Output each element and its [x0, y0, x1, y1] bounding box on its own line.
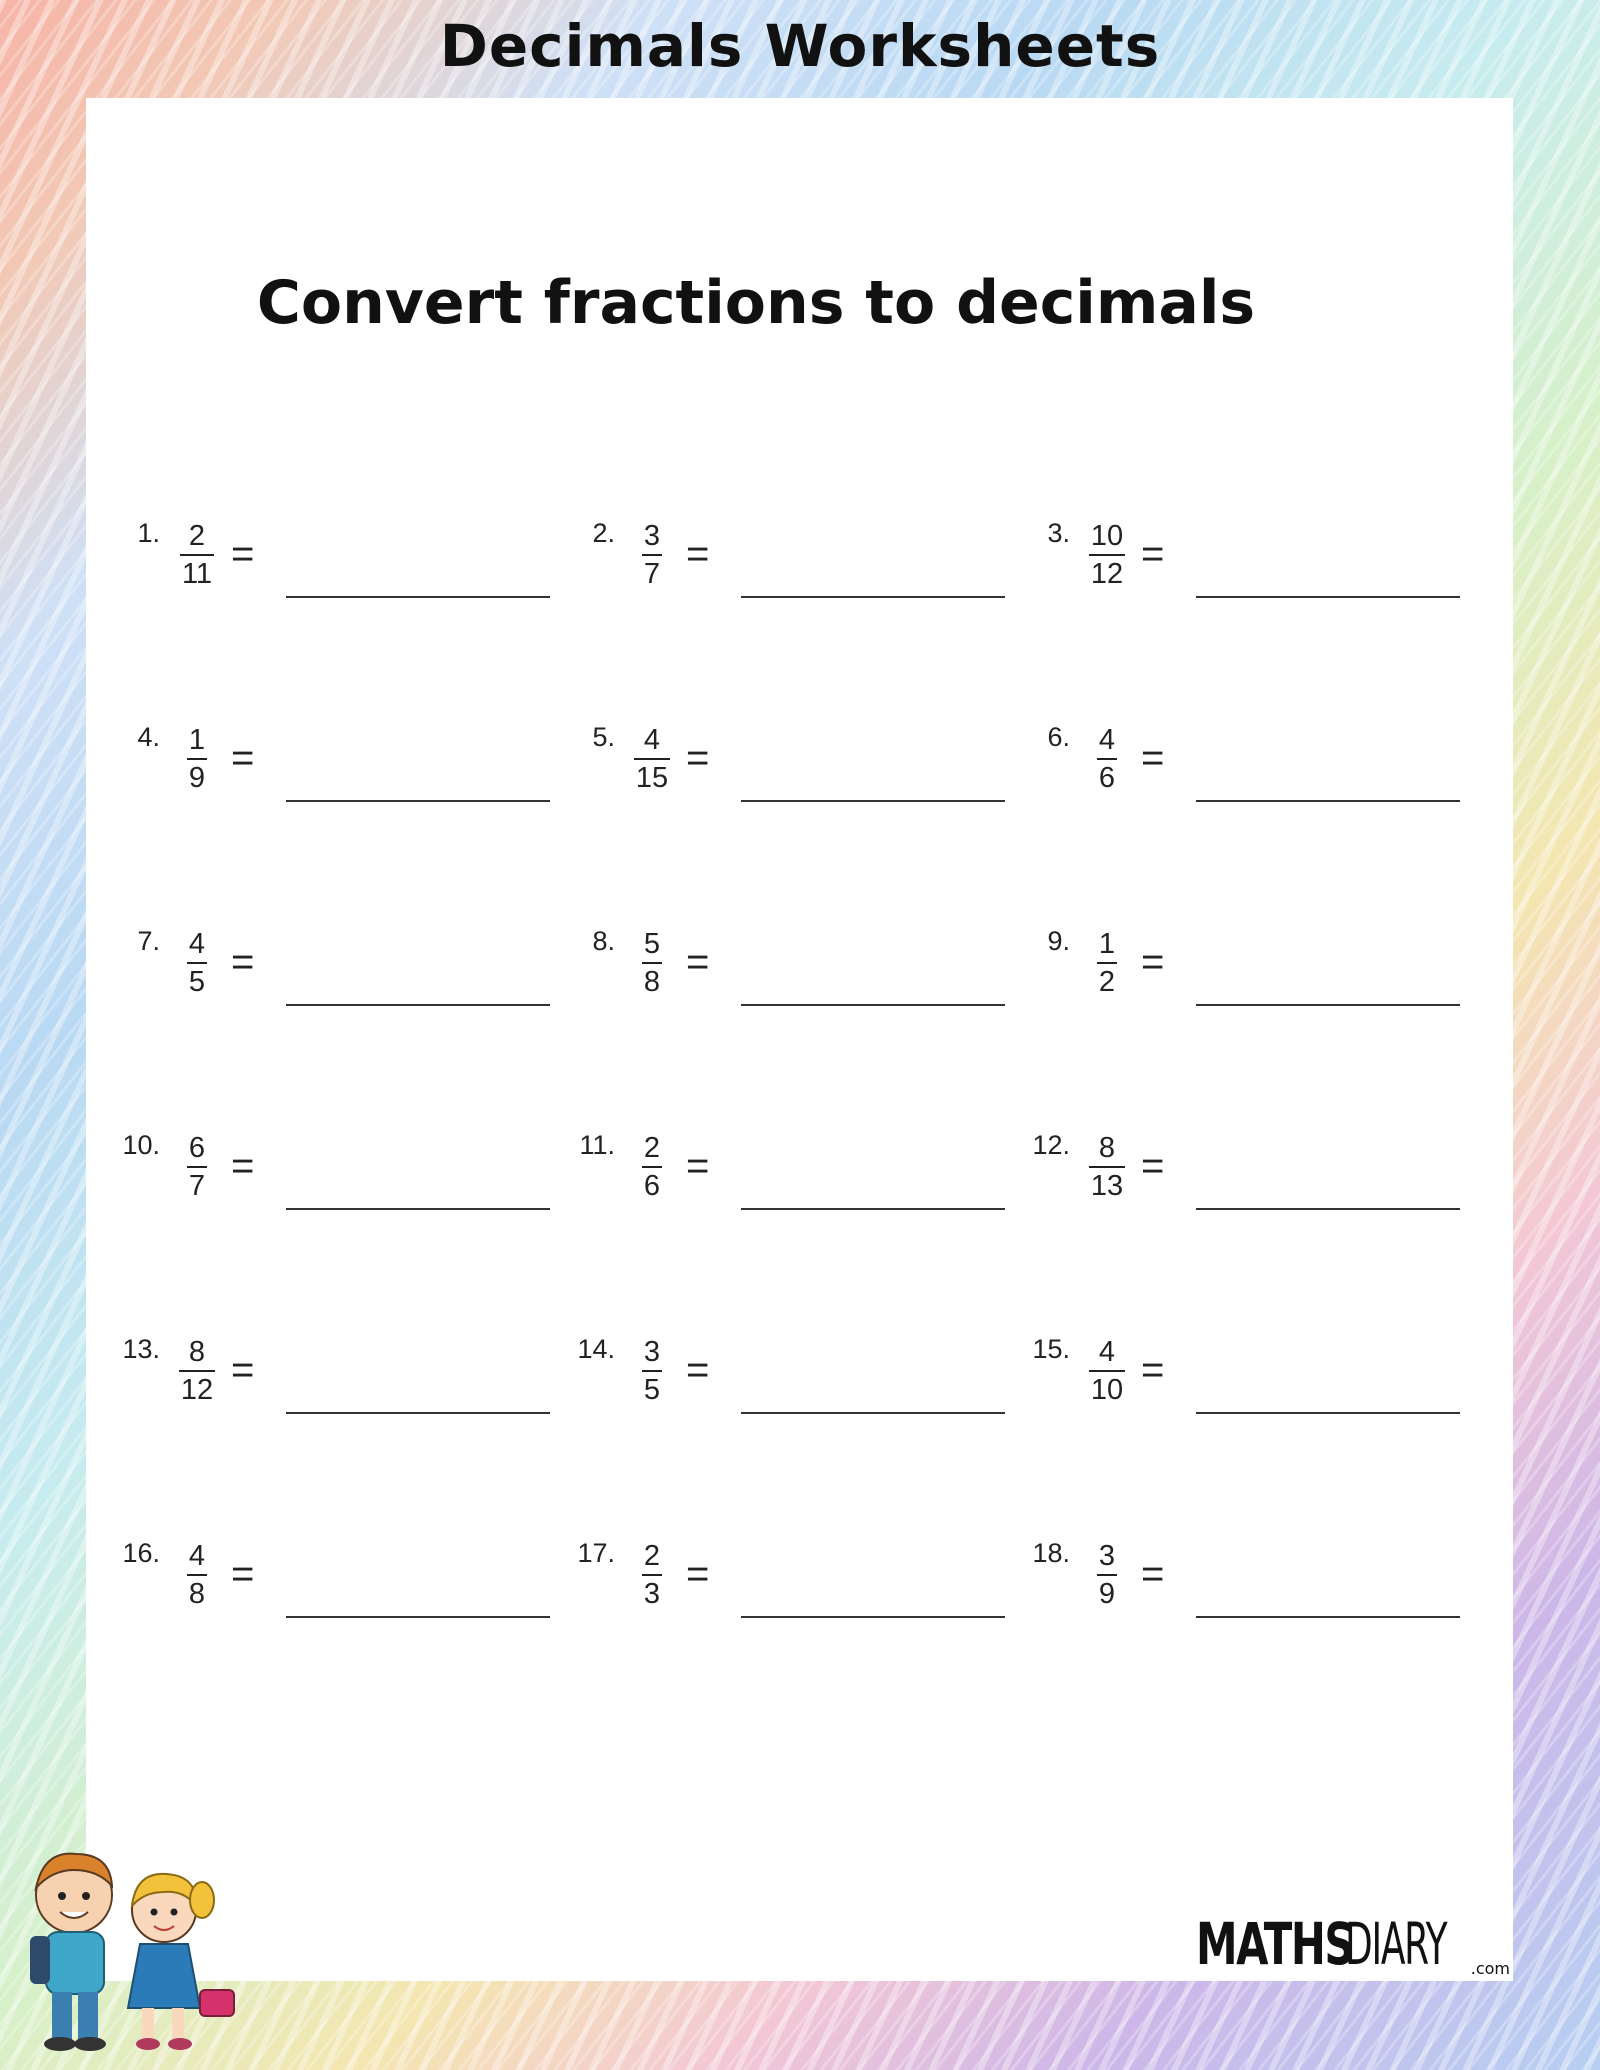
problem-item [1016, 722, 1471, 842]
problem-number: 6. [1047, 722, 1070, 752]
answer-blank-line[interactable] [741, 1004, 1005, 1006]
fraction-numerator: 1 [1098, 928, 1116, 960]
problem-number: 10. [122, 1130, 160, 1160]
fraction [1076, 722, 1138, 796]
fraction-denominator: 8 [642, 962, 662, 1000]
fraction-denominator: 3 [642, 1574, 662, 1612]
problem-number: 15. [1032, 1334, 1070, 1364]
worksheet-sheet [86, 98, 1513, 1981]
answer-blank-line[interactable] [1196, 800, 1460, 802]
fraction [166, 722, 228, 796]
equals-sign: = [1141, 1144, 1165, 1188]
answer-blank-line[interactable] [286, 1004, 550, 1006]
fraction-denominator: 9 [1097, 1574, 1117, 1612]
problem-item [561, 1130, 1016, 1250]
mathsdiary-logo [1135, 1910, 1510, 1978]
fraction-numerator: 4 [188, 928, 206, 960]
problem-item [1016, 1334, 1471, 1454]
fraction-denominator: 12 [179, 1370, 215, 1408]
fraction [166, 1130, 228, 1204]
equals-sign: = [231, 1348, 255, 1392]
equals-sign: = [231, 736, 255, 780]
fraction [1076, 1130, 1138, 1204]
equals-sign: = [1141, 1552, 1165, 1596]
equals-sign: = [231, 532, 255, 576]
problem-number: 17. [577, 1538, 615, 1568]
fraction-denominator: 7 [187, 1166, 207, 1204]
problem-number: 11. [579, 1130, 615, 1160]
equals-sign: = [686, 532, 710, 576]
fraction [621, 722, 683, 796]
answer-blank-line[interactable] [1196, 1004, 1460, 1006]
fraction [621, 1130, 683, 1204]
fraction [1076, 1334, 1138, 1408]
fraction-denominator: 6 [1097, 758, 1117, 796]
problem-item [1016, 926, 1471, 1046]
answer-blank-line[interactable] [286, 1412, 550, 1414]
fraction-numerator: 4 [188, 1540, 206, 1572]
answer-blank-line[interactable] [1196, 1616, 1460, 1618]
equals-sign: = [231, 1552, 255, 1596]
fraction-numerator: 2 [643, 1540, 661, 1572]
fraction-denominator: 7 [642, 554, 662, 592]
problem-item [106, 518, 561, 638]
problem-number: 2. [592, 518, 615, 548]
fraction-denominator: 5 [642, 1370, 662, 1408]
fraction-numerator: 8 [188, 1336, 206, 1368]
answer-blank-line[interactable] [741, 800, 1005, 802]
logo-maths: MATHS [1196, 1910, 1354, 1978]
children-illustration [14, 1840, 244, 2060]
fraction-numerator: 3 [643, 1336, 661, 1368]
problem-item [561, 926, 1016, 1046]
fraction-numerator: 4 [1098, 724, 1116, 756]
answer-blank-line[interactable] [741, 1412, 1005, 1414]
problem-item [106, 1334, 561, 1454]
fraction-numerator: 2 [643, 1132, 661, 1164]
answer-blank-line[interactable] [741, 1208, 1005, 1210]
equals-sign: = [1141, 736, 1165, 780]
problem-item [561, 518, 1016, 638]
problem-number: 16. [122, 1538, 160, 1568]
problem-number: 5. [592, 722, 615, 752]
fraction-denominator: 12 [1089, 554, 1125, 592]
problem-item [1016, 1538, 1471, 1658]
problem-number: 3. [1047, 518, 1070, 548]
fraction-denominator: 11 [180, 554, 214, 592]
fraction [1076, 1538, 1138, 1612]
page-header-title: Decimals Worksheets [439, 12, 1161, 80]
fraction-denominator: 15 [634, 758, 670, 796]
problem-number: 9. [1047, 926, 1070, 956]
answer-blank-line[interactable] [1196, 596, 1460, 598]
equals-sign: = [1141, 940, 1165, 984]
logo-diary: DIARY [1345, 1910, 1447, 1978]
equals-sign: = [686, 736, 710, 780]
fraction [166, 1538, 228, 1612]
fraction-numerator: 1 [188, 724, 206, 756]
problem-number: 12. [1032, 1130, 1070, 1160]
fraction [1076, 518, 1138, 592]
answer-blank-line[interactable] [286, 596, 550, 598]
fraction-numerator: 2 [188, 520, 206, 552]
fraction [166, 926, 228, 1000]
problem-item [106, 926, 561, 1046]
fraction-denominator: 13 [1089, 1166, 1125, 1204]
problem-item [106, 1130, 561, 1250]
fraction [166, 1334, 228, 1408]
fraction-numerator: 10 [1090, 520, 1124, 552]
answer-blank-line[interactable] [741, 596, 1005, 598]
answer-blank-line[interactable] [286, 1208, 550, 1210]
equals-sign: = [231, 940, 255, 984]
problem-number: 18. [1032, 1538, 1070, 1568]
problem-item [561, 722, 1016, 842]
fraction [621, 926, 683, 1000]
fraction [621, 518, 683, 592]
answer-blank-line[interactable] [286, 800, 550, 802]
fraction-numerator: 8 [1098, 1132, 1116, 1164]
fraction-numerator: 3 [1098, 1540, 1116, 1572]
equals-sign: = [686, 940, 710, 984]
problem-number: 13. [122, 1334, 160, 1364]
fraction-denominator: 10 [1089, 1370, 1125, 1408]
problem-number: 1. [137, 518, 160, 548]
fraction [621, 1334, 683, 1408]
equals-sign: = [686, 1348, 710, 1392]
equals-sign: = [686, 1552, 710, 1596]
fraction [621, 1538, 683, 1612]
fraction-denominator: 8 [187, 1574, 207, 1612]
fraction-numerator: 5 [643, 928, 661, 960]
answer-blank-line[interactable] [1196, 1412, 1460, 1414]
fraction-denominator: 6 [642, 1166, 662, 1204]
equals-sign: = [1141, 1348, 1165, 1392]
fraction [166, 518, 228, 592]
fraction-numerator: 4 [1098, 1336, 1116, 1368]
problem-item [561, 1334, 1016, 1454]
problem-number: 8. [592, 926, 615, 956]
equals-sign: = [686, 1144, 710, 1188]
fraction [1076, 926, 1138, 1000]
answer-blank-line[interactable] [741, 1616, 1005, 1618]
equals-sign: = [231, 1144, 255, 1188]
fraction-numerator: 4 [643, 724, 661, 756]
answer-blank-line[interactable] [1196, 1208, 1460, 1210]
problem-item [106, 1538, 561, 1658]
problem-number: 4. [137, 722, 160, 752]
equals-sign: = [1141, 532, 1165, 576]
fraction-denominator: 5 [187, 962, 207, 1000]
fraction-numerator: 3 [643, 520, 661, 552]
problem-number: 14. [577, 1334, 615, 1364]
fraction-denominator: 2 [1097, 962, 1117, 1000]
logo-dotcom: .com [1470, 1959, 1510, 1978]
problem-item [561, 1538, 1016, 1658]
worksheet-title: Convert fractions to decimals [256, 268, 1256, 338]
problem-item [106, 722, 561, 842]
problem-item [1016, 1130, 1471, 1250]
problem-number: 7. [137, 926, 160, 956]
fraction-numerator: 6 [188, 1132, 206, 1164]
problem-item [1016, 518, 1471, 638]
problem-grid [106, 518, 1471, 1742]
answer-blank-line[interactable] [286, 1616, 550, 1618]
fraction-denominator: 9 [187, 758, 207, 796]
